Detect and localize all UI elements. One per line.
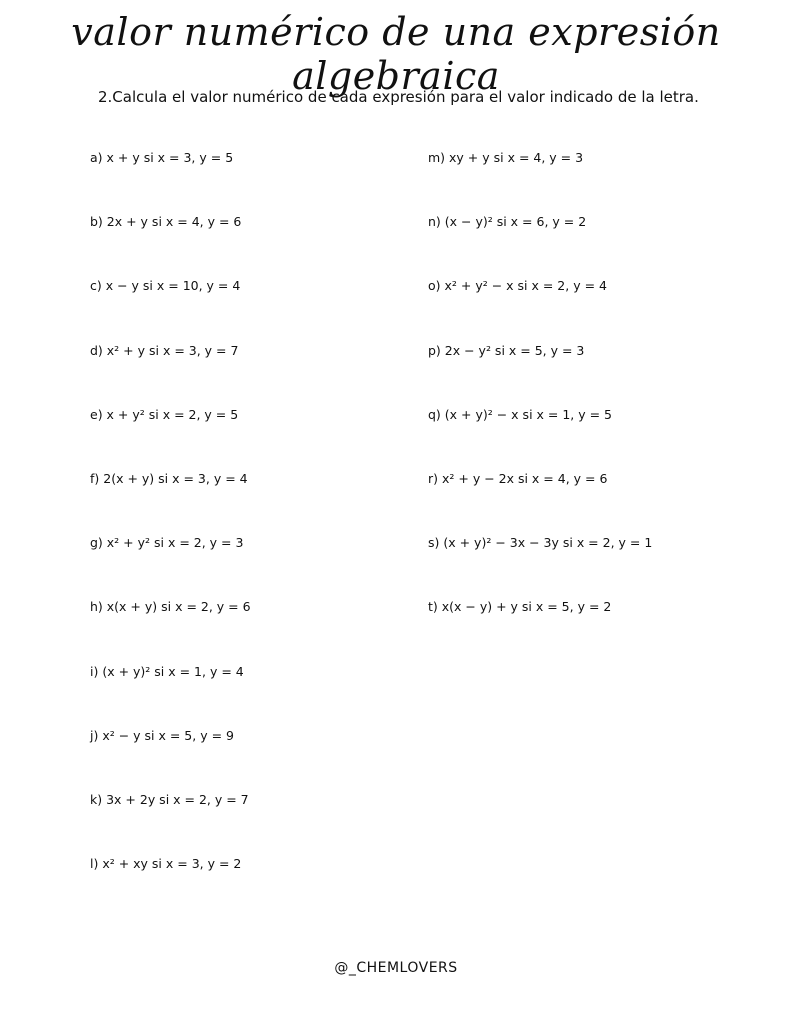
exercise-item <box>90 278 251 342</box>
exercise-item <box>90 214 251 278</box>
exercise-p: p) 2x − y² si x = 5, y = 3 <box>428 342 585 358</box>
exercise-item <box>428 278 652 342</box>
exercise-column-left <box>90 150 251 920</box>
exercise-l: l) x² + xy si x = 3, y = 2 <box>90 856 242 872</box>
exercise-item <box>428 407 652 471</box>
exercise-item <box>90 728 251 792</box>
footer-handle: @_CHEMLOVERS <box>334 960 458 976</box>
exercise-j: j) x² − y si x = 5, y = 9 <box>90 727 234 743</box>
exercise-item <box>90 343 251 407</box>
exercise-m: m) xy + y si x = 4, y = 3 <box>428 150 584 165</box>
exercise-item <box>428 343 652 407</box>
exercise-o: o) x² + y² − x si x = 2, y = 4 <box>428 278 607 294</box>
exercise-column-right <box>428 150 652 664</box>
exercise-r: r) x² + y − 2x si x = 4, y = 6 <box>428 470 608 486</box>
worksheet-title: valor numérico de una expresión algebraica <box>71 10 721 98</box>
exercise-s: s) (x + y)² − 3x − 3y si x = 2, y = 1 <box>428 535 653 551</box>
exercise-f: f) 2(x + y) si x = 3, y = 4 <box>90 470 248 486</box>
exercise-b: b) 2x + y si x = 4, y = 6 <box>90 214 242 230</box>
exercise-t: t) x(x − y) + y si x = 5, y = 2 <box>428 599 612 615</box>
exercise-c: c) x − y si x = 10, y = 4 <box>90 278 241 294</box>
exercise-g: g) x² + y² si x = 2, y = 3 <box>90 535 244 551</box>
exercise-item <box>90 150 251 214</box>
exercise-h: h) x(x + y) si x = 2, y = 6 <box>90 599 251 615</box>
exercise-d: d) x² + y si x = 3, y = 7 <box>90 342 239 358</box>
exercise-item <box>90 599 251 663</box>
exercise-k: k) 3x + 2y si x = 2, y = 7 <box>90 791 249 807</box>
exercise-q: q) (x + y)² − x si x = 1, y = 5 <box>428 406 613 422</box>
exercise-n: n) (x − y)² si x = 6, y = 2 <box>428 214 587 230</box>
exercise-item <box>90 407 251 471</box>
exercise-item <box>90 471 251 535</box>
exercise-item <box>90 792 251 856</box>
exercise-item <box>428 214 652 278</box>
exercise-e: e) x + y² si x = 2, y = 5 <box>90 406 239 422</box>
exercise-i: i) (x + y)² si x = 1, y = 4 <box>90 663 244 679</box>
exercise-item <box>90 856 251 920</box>
instruction-text: 2.Calcula el valor numérico de cada expresión para el valor indicado de la letra. <box>98 88 699 106</box>
exercise-item <box>428 150 652 214</box>
exercise-item <box>428 535 652 599</box>
exercise-item <box>90 664 251 728</box>
exercise-item <box>428 599 652 663</box>
exercise-item <box>90 535 251 599</box>
exercise-a: a) x + y si x = 3, y = 5 <box>90 150 234 165</box>
exercise-item <box>428 471 652 535</box>
